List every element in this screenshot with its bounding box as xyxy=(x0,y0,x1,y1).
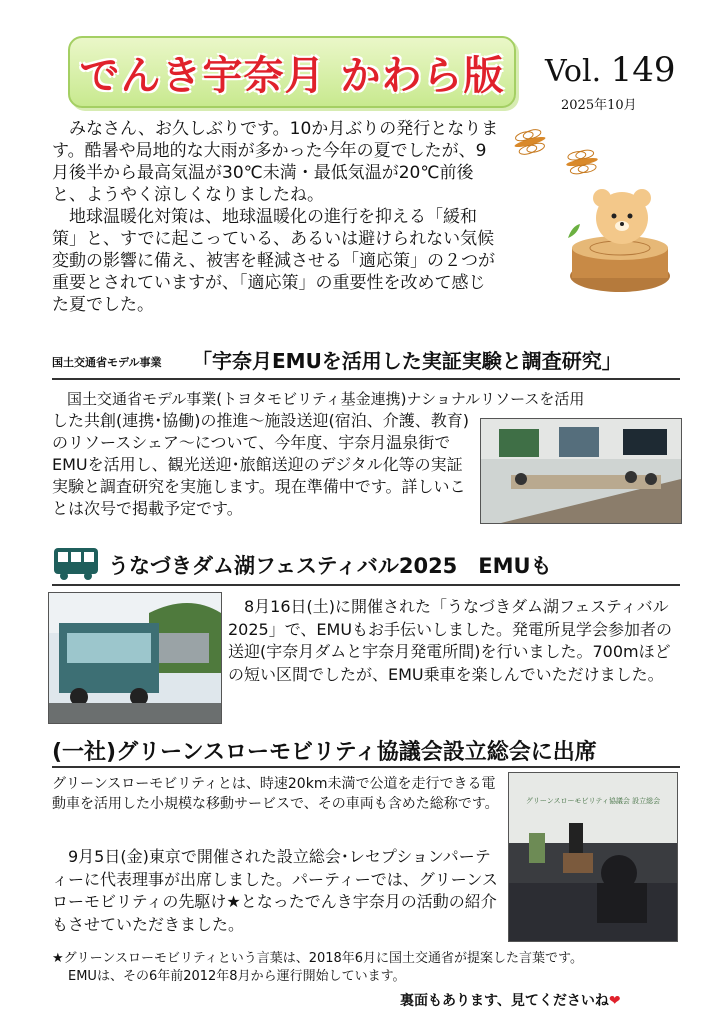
section3-body xyxy=(52,846,504,936)
section2-title: うなづきダム湖フェスティバル2025 EMUも xyxy=(108,554,552,578)
section3-text: 9月5日(金)東京で開催された設立総会･レセプションパーティーに代表理事が出席しました。パーティーでは、グリーンスローモビリティの先駆け★となったでんき宇奈月の活動の紹介もさせていただきました。 xyxy=(52,847,498,934)
back-page-text: 裏面もあります、見てくださいね xyxy=(400,993,609,1009)
vol-prefix: Vol. xyxy=(545,54,602,89)
section1-text: した共創(連携･協働)の推進～施設送迎(宿泊、介護、教育)のリソースシェア～について、今年度、宇奈月温泉街でEMUを活用し、観光送迎･旅館送迎のデジタル化等の実証実験と調査研究を実施します。現在準備中です。詳しいことは次号で掲載予定です。 xyxy=(52,411,469,518)
conference-photo xyxy=(508,772,678,942)
footnote-line1: ★グリーンスローモビリティという言葉は、2018年6月に国土交通省が提案した言葉です。 xyxy=(52,951,584,966)
section3-intro: グリーンスローモビリティとは、時速20km未満で公道を走行できる電動車を活用した小規模な移動サービスで、その車両も含めた総称です。 xyxy=(52,776,499,812)
intro-text xyxy=(52,118,502,316)
volume-label xyxy=(545,50,676,90)
section1-first-line: 国土交通省モデル事業(トヨタモビリティ基金連携)ナショナルリソースを活用 xyxy=(67,390,585,408)
section1-heading xyxy=(52,342,680,380)
heart-icon: ❤ xyxy=(608,993,621,1009)
issue-date: 2025年10月 xyxy=(561,98,637,113)
section1-subtitle: 国土交通省モデル事業 xyxy=(52,356,162,369)
section2-body xyxy=(228,596,683,686)
footnote xyxy=(52,950,692,986)
section1-title: 「宇奈月EMUを活用した実証実験と調査研究」 xyxy=(192,349,622,373)
conference-banner-text: グリーンスローモビリティ協議会 設立総会 xyxy=(525,797,661,805)
newsletter-title: でんき宇奈月 かわら版 xyxy=(79,52,505,99)
intro-paragraph: 地球温暖化対策は、地球温暖化の進行を抑える「緩和策」と、すでに起こっている、あるいは避けられない気候変動の影響に備え、被害を軽減させる「適応策」の２つが重要とされていますが、「適応策」の重要性を改めて感じた夏でした。 xyxy=(52,207,496,315)
meeting-room-photo xyxy=(480,418,682,524)
section3-divider xyxy=(52,766,680,768)
vol-number: 149 xyxy=(610,50,676,90)
section2-heading xyxy=(52,544,680,586)
bus-icon xyxy=(52,546,100,582)
dragonfly-icon xyxy=(500,122,620,182)
section3-title: (一社)グリーンスローモビリティ協議会設立総会に出席 xyxy=(52,740,597,765)
intro-paragraph: みなさん、お久しぶりです。10か月ぶりの発行となります。酷暑や局地的な大雨が多かった今年の夏でしたが、9月後半から最高気温が30℃未満・最低気温が20℃前後と、ようやく涼しくなりましたね。 xyxy=(52,119,499,205)
masthead-banner xyxy=(68,36,516,108)
bear-illustration xyxy=(560,178,680,298)
footnote-line2: EMUは、その6年前2012年8月から運行開始しています。 xyxy=(68,969,406,984)
festival-photo xyxy=(48,592,222,724)
back-page-notice xyxy=(400,990,621,1010)
section2-text: 8月16日(土)に開催された「うなづきダム湖フェスティバル2025」で、EMUもお手伝いしました。発電所見学会参加者の送迎(宇奈月ダムと宇奈月発電所間)を行いました。700mほどの短い区間でしたが、EMU乗車を楽しんでいただけました。 xyxy=(228,597,673,684)
